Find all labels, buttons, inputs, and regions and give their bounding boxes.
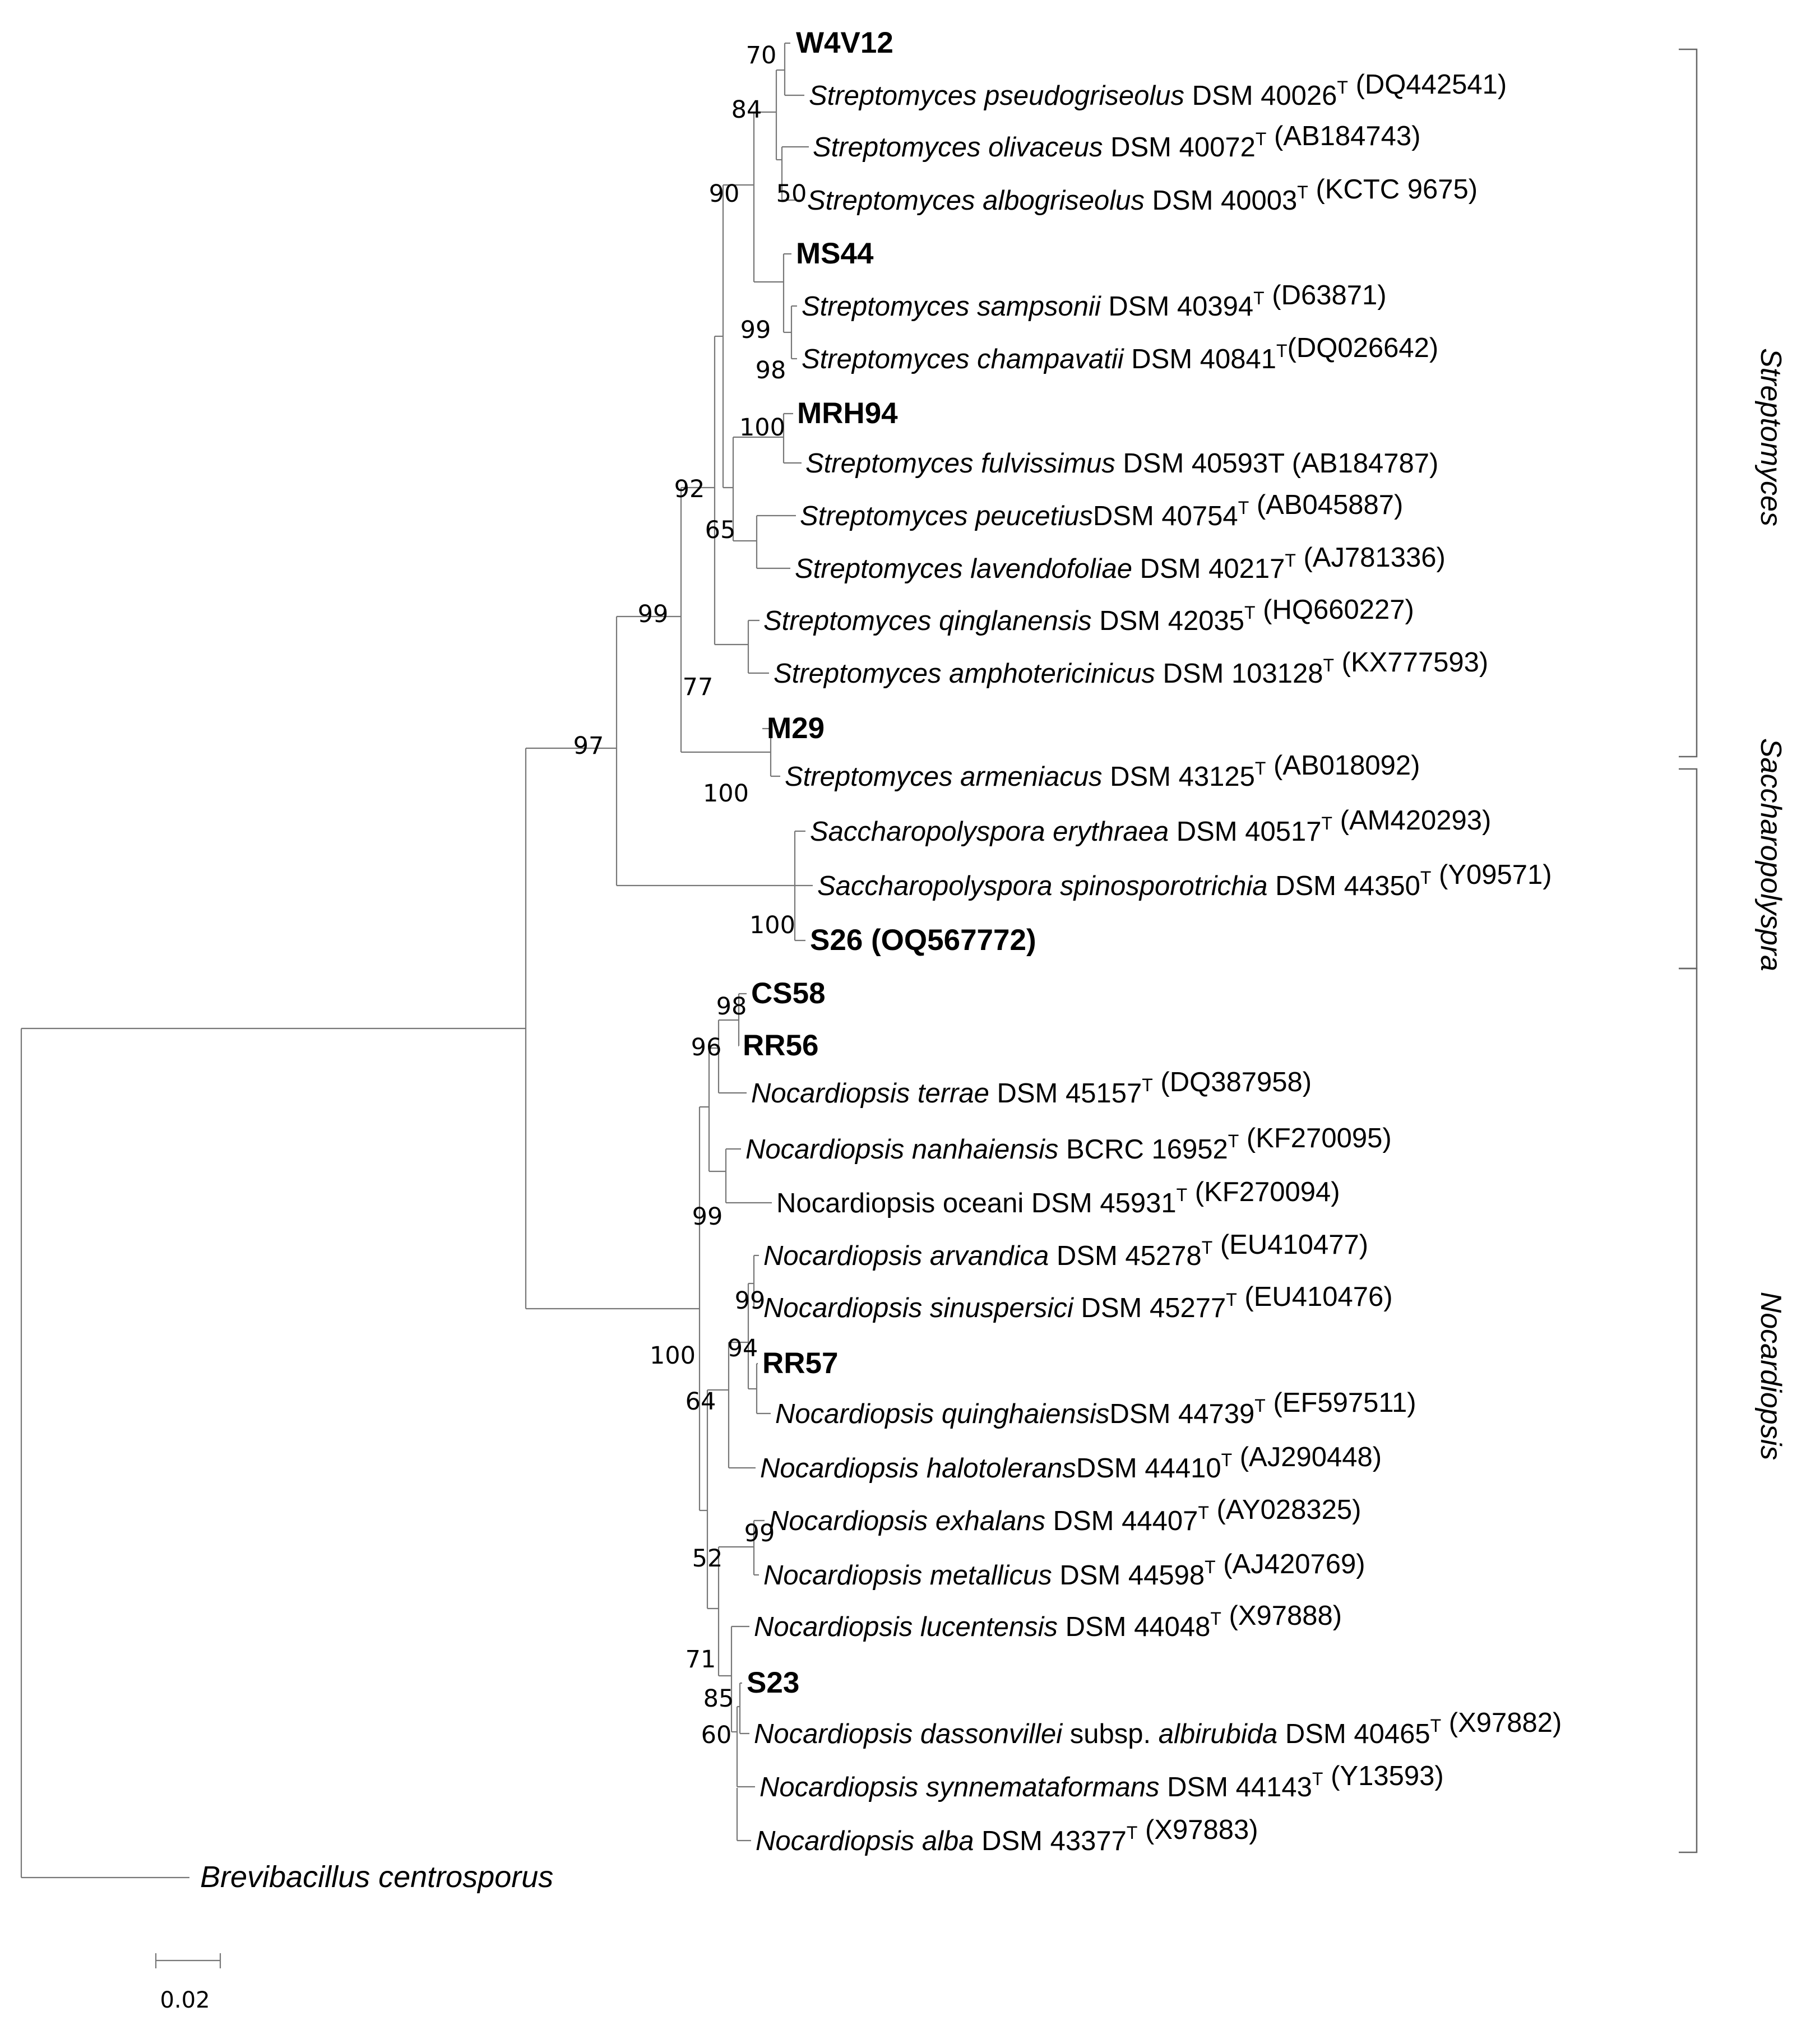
leaf-label-lavendofoliae: Streptomyces lavendofoliae DSM $40217^T$ (AJ781336)	[795, 543, 1446, 584]
leaf-labels	[200, 26, 1562, 1894]
bootstrap-value: 97	[573, 732, 604, 760]
bootstrap-value: 100	[739, 414, 786, 442]
bootstrap-value: 65	[705, 516, 736, 544]
scale-bar-label: 0.02	[160, 1987, 210, 2013]
bootstrap-value: 84	[731, 96, 762, 124]
leaf-label-lucentensis: Nocardiopsis lucentensis DSM $44048^T$ (X97888)	[754, 1601, 1342, 1642]
leaf-label-ms44: MS44	[796, 237, 874, 270]
leaf-label-arvandica: Nocardiopsis arvandica DSM $45278^T$ (EU410477)	[763, 1230, 1369, 1271]
bootstrap-value: 50	[776, 180, 807, 208]
leaf-label-rr56: RR56	[743, 1029, 819, 1062]
leaf-label-qinglanensis: Streptomyces qinglanensis DSM $42035^T$ (HQ660227)	[763, 595, 1414, 636]
clade-label-saccharopolyspora: Saccharopolyspra	[1754, 738, 1787, 972]
bootstrap-value: 77	[682, 673, 714, 701]
leaf-label-albogriseolus: Streptomyces albogriseolus DSM $40003^T$ (KCTC 9675)	[807, 174, 1478, 216]
clade-brackets	[1679, 49, 1697, 1852]
bootstrap-value: 100	[702, 780, 749, 808]
bootstrap-value: 99	[744, 1519, 775, 1547]
leaf-label-cs58: CS58	[751, 977, 826, 1010]
leaf-label-champavatii: Streptomyces champavatii DSM $40841^T(DQ026642)$	[802, 333, 1439, 374]
leaf-label-s23: S23	[747, 1666, 800, 1699]
saccharopolyspora-bracket	[1679, 769, 1697, 968]
leaf-label-oceani: Nocardiopsis oceani DSM $45931^T$ (KF270094)	[776, 1177, 1340, 1218]
bootstrap-value: 52	[692, 1545, 723, 1573]
leaf-label-nanhaiensis: Nocardiopsis nanhaiensis BCRC $16952^T$ (KF270095)	[745, 1123, 1392, 1165]
bootstrap-value: 64	[685, 1388, 716, 1416]
leaf-label-mrh94: MRH94	[797, 397, 898, 430]
bootstrap-value: 96	[691, 1033, 722, 1062]
bootstrap-value: 98	[755, 356, 786, 384]
scale-bar-line	[156, 1953, 220, 1968]
leaf-label-brevibacillus: Brevibacillus centrosporus	[200, 1860, 554, 1894]
bootstrap-value: 85	[703, 1685, 734, 1713]
leaf-label-exhalans: Nocardiopsis exhalans DSM $44407^T$ (AY028325)	[769, 1495, 1361, 1536]
leaf-label-peucetius: Streptomyces peucetiusDSM $40754^T$ (AB045887)	[800, 490, 1404, 531]
bootstrap-value: 99	[740, 316, 771, 344]
leaf-label-sampsonii: Streptomyces sampsonii DSM $40394^T$ (D63871)	[802, 280, 1387, 322]
leaf-label-erythraea: Saccharopolyspora erythraea DSM $40517^T$ (AM420293)	[810, 805, 1492, 847]
bootstrap-value: 99	[637, 600, 669, 628]
leaf-label-quinghaiensis: Nocardiopsis quinghaiensisDSM $44739^T$ (EF597511)	[775, 1388, 1416, 1429]
leaf-label-armeniacus: Streptomyces armeniacus DSM $43125^T$ (AB018092)	[785, 750, 1420, 792]
bootstrap-value: 100	[749, 911, 796, 939]
bootstrap-value: 94	[727, 1334, 758, 1362]
leaf-label-amphotericinicus: Streptomyces amphotericinicus DSM $103128^T$ (KX777593)	[774, 647, 1489, 689]
leaf-label-w4v12: W4V12	[796, 26, 893, 59]
leaf-label-spinosporotrichia: Saccharopolyspora spinosporotrichia DSM $44350^T$ (Y09571)	[817, 860, 1552, 901]
bootstrap-value: 71	[685, 1646, 716, 1674]
leaf-label-rr57: RR57	[762, 1347, 839, 1380]
scale-bar	[156, 1953, 220, 2013]
bootstrap-value: 92	[674, 475, 705, 503]
tree-branches	[21, 43, 813, 1878]
leaf-label-s26: S26 (OQ567772)	[810, 924, 1036, 957]
leaf-label-metallicus: Nocardiopsis metallicus DSM $44598^T$ (AJ420769)	[763, 1549, 1365, 1591]
leaf-label-dassonvillei: Nocardiopsis dassonvillei subsp. albirubida DSM $40465^T$ (X97882)	[754, 1708, 1562, 1749]
bootstrap-value: 99	[734, 1287, 766, 1315]
bootstrap-value: 98	[716, 993, 747, 1021]
leaf-label-halotolerans: Nocardiopsis halotoleransDSM $44410^T$ (AJ290448)	[760, 1442, 1382, 1484]
bootstrap-values	[573, 41, 807, 1749]
nocardiopsis-bracket	[1679, 968, 1697, 1852]
bootstrap-value: 99	[692, 1203, 723, 1231]
clade-label-streptomyces: Streptomyces	[1754, 348, 1787, 526]
clade-label-nocardiopsis: Nocardiopsis	[1754, 1291, 1787, 1461]
leaf-label-olivaceus: Streptomyces olivaceus DSM $40072^T$ (AB184743)	[813, 121, 1421, 163]
streptomyces-bracket	[1679, 49, 1697, 757]
bootstrap-value: 90	[708, 180, 740, 208]
leaf-label-alba: Nocardiopsis alba DSM $43377^T$ (X97883)	[756, 1815, 1258, 1856]
leaf-label-fulvissimus: Streptomyces fulvissimus DSM 40593T (AB184787)	[805, 448, 1439, 479]
leaf-label-terrae: Nocardiopsis terrae DSM $45157^T$ (DQ387958)	[751, 1067, 1312, 1109]
leaf-label-pseudogriseolus: Streptomyces pseudogriseolus DSM $40026^T$ (DQ442541)	[809, 69, 1507, 111]
bootstrap-value: 100	[649, 1342, 696, 1370]
leaf-label-synnemataformans: Nocardiopsis synnemataformans DSM $44143^T$ (Y13593)	[760, 1761, 1444, 1802]
bootstrap-value: 70	[745, 41, 777, 69]
bootstrap-value: 60	[701, 1721, 732, 1749]
leaf-label-m29: M29	[767, 712, 825, 745]
leaf-label-sinuspersici: Nocardiopsis sinuspersici DSM $45277^T$ (EU410476)	[763, 1282, 1393, 1323]
